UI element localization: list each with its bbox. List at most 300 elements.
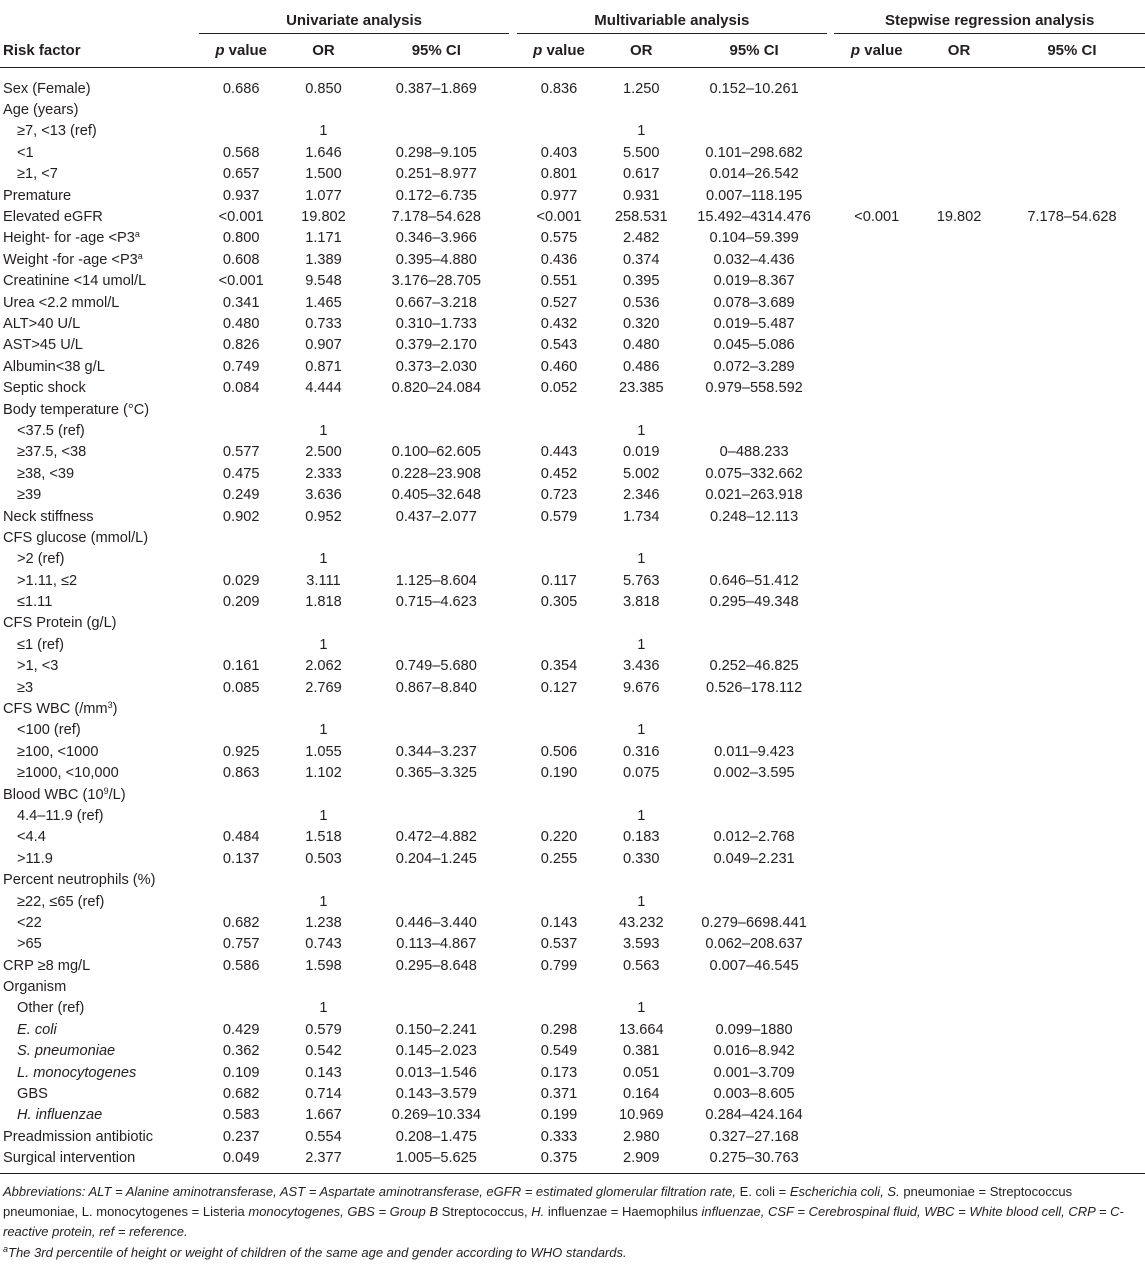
univariate-or-cell: 1.465: [305, 294, 342, 311]
stepwise-p-value-cell: [834, 827, 919, 848]
multivariable-or-cell: 0.480: [623, 337, 660, 354]
multivariable-or-cell: [601, 976, 681, 997]
multivariable-or-cell: 5.763: [623, 572, 660, 589]
multivariable-p-value-cell: [517, 549, 602, 570]
univariate-or-cell: 1: [319, 636, 328, 653]
table-row: [0, 527, 1145, 548]
univariate-p-value-cell: 0.583: [222, 1107, 260, 1124]
risk-factor-label: Elevated eGFR: [3, 209, 103, 226]
multivariable-or-cell: 0.381: [623, 1043, 660, 1060]
univariate-p-value-cell: [199, 527, 284, 548]
risk-factor-label: Urea <2.2 mmol/L: [3, 294, 120, 311]
stepwise-or-cell: [919, 1062, 999, 1083]
group-header-row: [0, 7, 1145, 34]
table-row: [0, 228, 1145, 249]
table-row: [0, 848, 1145, 869]
stepwise-ci-cell: [999, 763, 1145, 784]
footnote-a: $^a$The 3rd percentile of height or weight of children of the same age and gender according to WHO standards.: [3, 1243, 627, 1260]
col-ci: 95% CI: [681, 34, 827, 68]
univariate-or-cell: 3.636: [305, 487, 342, 504]
multivariable-or-cell: 0.395: [623, 273, 660, 290]
multivariable-ci-cell: 0.099–1880: [715, 1021, 793, 1038]
univariate-or-cell: 0.850: [305, 80, 342, 97]
univariate-p-value-cell: <0.001: [218, 273, 264, 290]
univariate-ci-cell: 0.715–4.623: [395, 594, 477, 611]
univariate-ci-cell: [363, 121, 509, 142]
stepwise-p-value-cell: [834, 527, 919, 548]
univariate-p-value-cell: 0.902: [222, 508, 260, 525]
univariate-p-value-cell: 0.084: [222, 380, 260, 397]
multivariable-ci-cell: 0.979–558.592: [705, 380, 803, 397]
risk-factor-label: GBS: [17, 1086, 48, 1103]
multivariable-or-cell: 3.818: [623, 594, 660, 611]
table-row: [0, 506, 1145, 527]
multivariable-p-value-cell: 0.298: [540, 1021, 578, 1038]
multivariable-ci-cell: 0.078–3.689: [713, 294, 795, 311]
stepwise-p-value-cell: [834, 934, 919, 955]
multivariable-or-cell: 0.486: [623, 358, 660, 375]
stepwise-or-cell: [919, 591, 999, 612]
univariate-p-value-cell: [199, 891, 284, 912]
multivariable-p-value-cell: 0.371: [540, 1086, 578, 1103]
univariate-or-cell: 2.333: [305, 465, 342, 482]
multivariable-p-value-cell: [517, 805, 602, 826]
stepwise-or-cell: [919, 335, 999, 356]
univariate-ci-cell: [363, 869, 509, 890]
stepwise-or-cell: [919, 484, 999, 505]
multivariable-or-cell: 1: [637, 123, 646, 140]
table-row: [0, 677, 1145, 698]
univariate-p-value-cell: [199, 420, 284, 441]
stepwise-p-value-cell: [834, 955, 919, 976]
multivariable-ci-cell: [681, 720, 827, 741]
univariate-or-cell: [284, 527, 364, 548]
univariate-or-cell: 1: [319, 551, 328, 568]
multivariable-p-value-cell: 0.052: [540, 380, 578, 397]
multivariable-or-cell: [601, 698, 681, 719]
table-row: [0, 292, 1145, 313]
univariate-ci-cell: [363, 399, 509, 420]
stepwise-ci-cell: [999, 271, 1145, 292]
stepwise-ci-cell: [999, 121, 1145, 142]
multivariable-or-cell: 0.536: [623, 294, 660, 311]
stepwise-or-cell: [919, 827, 999, 848]
multivariable-ci-cell: [681, 998, 827, 1019]
stepwise-ci-cell: [999, 68, 1145, 100]
stepwise-or-cell: [919, 912, 999, 933]
multivariable-or-cell: 13.664: [618, 1021, 664, 1038]
multivariable-ci-cell: 0.101–298.682: [705, 144, 803, 161]
stepwise-p-value-cell: [834, 869, 919, 890]
univariate-or-cell: 1: [319, 893, 328, 910]
multivariable-ci-cell: 0.072–3.289: [713, 358, 795, 375]
multivariable-p-value-cell: [517, 420, 602, 441]
univariate-ci-cell: [363, 613, 509, 634]
multivariable-p-value-cell: 0.255: [540, 850, 578, 867]
stepwise-ci-cell: [999, 805, 1145, 826]
stepwise-or-cell: [919, 741, 999, 762]
univariate-or-cell: 2.062: [305, 658, 342, 675]
univariate-p-value-cell: [199, 549, 284, 570]
multivariable-or-cell: 1: [637, 893, 646, 910]
multivariable-ci-cell: 0.049–2.231: [713, 850, 795, 867]
stepwise-or-cell: [919, 121, 999, 142]
stepwise-or-cell: [919, 763, 999, 784]
univariate-p-value-cell: 0.109: [222, 1064, 260, 1081]
multivariable-ci-cell: [681, 420, 827, 441]
multivariable-p-value-cell: 0.452: [540, 465, 578, 482]
multivariable-p-value-cell: 0.305: [540, 594, 578, 611]
univariate-p-value-cell: [199, 784, 284, 805]
risk-factor-label: Weight -for $-age <P3^a$: [3, 250, 143, 268]
univariate-p-value-cell: [199, 399, 284, 420]
table-row: [0, 1148, 1145, 1174]
univariate-p-value-cell: 0.568: [222, 144, 260, 161]
table-row: [0, 1083, 1145, 1104]
stepwise-ci-cell: [999, 827, 1145, 848]
stepwise-or-cell: [919, 1105, 999, 1126]
multivariable-ci-cell: 0.252–46.825: [709, 658, 799, 675]
risk-factor-label: ≤1 (ref): [17, 636, 64, 653]
univariate-ci-cell: 0.667–3.218: [395, 294, 477, 311]
stepwise-or-cell: [919, 634, 999, 655]
stepwise-p-value-cell: [834, 634, 919, 655]
table-row: [0, 1062, 1145, 1083]
multivariable-p-value-cell: 0.551: [540, 273, 578, 290]
stepwise-or-cell: [919, 68, 999, 100]
multivariable-or-cell: 2.980: [623, 1128, 660, 1145]
univariate-or-cell: 1.667: [305, 1107, 342, 1124]
multivariable-p-value-cell: 0.977: [540, 187, 578, 204]
univariate-ci-cell: [363, 698, 509, 719]
multivariable-p-value-cell: 0.436: [540, 251, 578, 268]
multivariable-or-cell: 0.164: [623, 1086, 660, 1103]
stepwise-or-cell: [919, 698, 999, 719]
stepwise-p-value-cell: [834, 399, 919, 420]
risk-factor-label: AST>45 U/L: [3, 337, 83, 354]
univariate-ci-cell: 7.178–54.628: [391, 209, 481, 226]
univariate-or-cell: 1: [319, 722, 328, 739]
univariate-ci-cell: [363, 634, 509, 655]
stepwise-p-value-cell: [834, 591, 919, 612]
stepwise-ci-cell: [999, 1105, 1145, 1126]
risk-factor-label: ≥38, <39: [17, 465, 75, 482]
table-row: [0, 335, 1145, 356]
univariate-p-value-cell: 0.029: [222, 572, 260, 589]
multivariable-or-cell: 10.969: [618, 1107, 664, 1124]
risk-factor-label: >65: [17, 936, 42, 953]
stepwise-ci-cell: [999, 335, 1145, 356]
multivariable-ci-cell: 0.284–424.164: [705, 1107, 803, 1124]
multivariable-ci-cell: 15.492–4314.476: [697, 209, 811, 226]
risk-factor-label: S. pneumoniae: [17, 1043, 116, 1060]
stepwise-ci-cell: [999, 955, 1145, 976]
multivariable-p-value-cell: 0.403: [540, 144, 578, 161]
univariate-p-value-cell: 0.209: [222, 594, 260, 611]
table-row: [0, 613, 1145, 634]
univariate-ci-cell: 0.172–6.735: [395, 187, 477, 204]
univariate-ci-cell: 0.228–23.908: [391, 465, 481, 482]
univariate-p-value-cell: [199, 869, 284, 890]
risk-factor-label: E. coli: [17, 1021, 57, 1038]
univariate-or-cell: 1.598: [305, 957, 342, 974]
stepwise-p-value-cell: [834, 121, 919, 142]
multivariable-or-cell: 3.436: [623, 658, 660, 675]
stepwise-ci-cell: [999, 677, 1145, 698]
multivariable-p-value-cell: 0.117: [541, 572, 577, 589]
risk-factor-label: Organism: [3, 979, 67, 996]
stepwise-or-cell: [919, 1148, 999, 1174]
univariate-p-value-cell: 0.237: [222, 1128, 260, 1145]
stepwise-p-value-cell: [834, 998, 919, 1019]
risk-factor-label: >1, <3: [17, 658, 59, 675]
table-row: [0, 142, 1145, 163]
table-row: [0, 206, 1145, 227]
stepwise-ci-cell: [999, 656, 1145, 677]
stepwise-or-cell: [919, 527, 999, 548]
stepwise-p-value-cell: [834, 271, 919, 292]
stepwise-p-value-cell: [834, 68, 919, 100]
multivariable-ci-cell: [681, 99, 827, 120]
multivariable-ci-cell: 0.019–8.367: [713, 273, 795, 290]
univariate-ci-cell: 0.298–9.105: [395, 144, 477, 161]
univariate-or-cell: 19.802: [301, 209, 346, 226]
stepwise-or-cell: [919, 420, 999, 441]
multivariable-or-cell: [601, 869, 681, 890]
multivariable-or-cell: [601, 527, 681, 548]
multivariable-p-value-cell: [517, 527, 602, 548]
stepwise-p-value-cell: [834, 1041, 919, 1062]
risk-factor-label: >1.11, ≤2: [17, 572, 78, 589]
multivariable-ci-cell: 0.001–3.709: [713, 1064, 795, 1081]
risk-factor-label: ≥37.5, <38: [17, 444, 87, 461]
stepwise-ci-cell: [999, 634, 1145, 655]
univariate-ci-cell: [363, 420, 509, 441]
stepwise-p-value-cell: [834, 720, 919, 741]
stepwise-or-cell: [919, 891, 999, 912]
multivariable-p-value-cell: 0.836: [540, 80, 578, 97]
univariate-p-value-cell: 0.937: [222, 187, 260, 204]
multivariable-ci-cell: 0.021–263.918: [705, 487, 803, 504]
multivariable-ci-cell: 0.045–5.086: [713, 337, 795, 354]
univariate-or-cell: 0.871: [305, 358, 342, 375]
univariate-ci-cell: 0.387–1.869: [395, 80, 477, 97]
univariate-or-cell: 9.548: [305, 273, 342, 290]
risk-factor-label: Septic shock: [3, 380, 86, 397]
stepwise-p-value-cell: [834, 613, 919, 634]
univariate-p-value-cell: 0.362: [222, 1043, 260, 1060]
multivariable-p-value-cell: [517, 121, 602, 142]
univariate-p-value-cell: 0.800: [222, 230, 260, 247]
table-row: [0, 976, 1145, 997]
stepwise-ci-cell: [999, 99, 1145, 120]
table-row: [0, 1126, 1145, 1147]
univariate-ci-cell: 0.446–3.440: [395, 914, 477, 931]
multivariable-ci-cell: [681, 869, 827, 890]
univariate-or-cell: 1: [319, 807, 328, 824]
risk-factor-label: ≥3: [17, 679, 34, 696]
stepwise-or-cell: [919, 656, 999, 677]
stepwise-ci-cell: [999, 506, 1145, 527]
univariate-p-value-cell: 0.608: [222, 251, 260, 268]
multivariable-ci-cell: 0.275–30.763: [681, 1148, 827, 1174]
multivariable-or-cell: 9.676: [623, 679, 660, 696]
univariate-or-cell: [284, 784, 364, 805]
table-row: [0, 399, 1145, 420]
univariate-p-value-cell: 0.657: [222, 166, 260, 183]
table-row: [0, 463, 1145, 484]
stepwise-or-cell: [919, 677, 999, 698]
univariate-ci-cell: 0.379–2.170: [395, 337, 477, 354]
multivariable-ci-cell: 0.646–51.412: [709, 572, 799, 589]
table-row: [0, 420, 1145, 441]
univariate-ci-cell: 0.472–4.882: [395, 829, 477, 846]
stepwise-p-value-cell: [834, 698, 919, 719]
risk-factor-label: Other (ref): [17, 1000, 85, 1017]
multivariable-or-cell: 0.075: [623, 765, 660, 782]
univariate-or-cell: [284, 869, 364, 890]
univariate-ci-cell: 3.176–28.705: [391, 273, 481, 290]
risk-factor-label: CRP ≥8 mg/L: [3, 957, 91, 974]
univariate-or-cell: 1: [319, 422, 328, 439]
multivariable-p-value-cell: 0.354: [540, 658, 578, 675]
multivariable-or-cell: 5.500: [623, 144, 660, 161]
multivariable-p-value-cell: 0.432: [540, 315, 578, 332]
table-row: [0, 185, 1145, 206]
stepwise-or-cell: [919, 1083, 999, 1104]
univariate-p-value-cell: 0.682: [222, 1086, 260, 1103]
risk-factor-label: >11.9: [17, 850, 53, 867]
multivariable-p-value-cell: 0.143: [540, 914, 578, 931]
stepwise-ci-cell: [999, 784, 1145, 805]
stepwise-p-value-cell: [834, 377, 919, 398]
univariate-p-value-cell: 0.749: [222, 358, 260, 375]
multivariable-p-value-cell: 0.443: [540, 444, 578, 461]
multivariable-ci-cell: 0.002–3.595: [713, 765, 795, 782]
table-row: [0, 891, 1145, 912]
univariate-ci-cell: 0.143–3.579: [395, 1086, 477, 1103]
univariate-or-cell: 1.102: [305, 765, 342, 782]
stepwise-p-value-cell: [834, 356, 919, 377]
stepwise-or-cell: [919, 99, 999, 120]
univariate-or-cell: 1.646: [305, 144, 342, 161]
stepwise-or-cell: [919, 720, 999, 741]
univariate-p-value-cell: 0.586: [222, 957, 260, 974]
col-or: OR: [601, 34, 681, 68]
table-row: [0, 656, 1145, 677]
risk-factor-label: CFS WBC $(/mm^3)$: [3, 700, 118, 718]
univariate-ci-cell: 0.100–62.605: [391, 444, 481, 461]
univariate-ci-cell: 0.251–8.977: [395, 166, 477, 183]
risk-factor-label: 4.4–11.9 (ref): [17, 807, 104, 824]
table-row: [0, 356, 1145, 377]
univariate-p-value-cell: 0.826: [222, 337, 260, 354]
stepwise-ci-cell: [999, 741, 1145, 762]
univariate-or-cell: 0.743: [305, 936, 342, 953]
multivariable-p-value-cell: 0.801: [540, 166, 578, 183]
multivariable-ci-cell: 0.526–178.112: [705, 679, 803, 696]
stepwise-or-cell: [919, 976, 999, 997]
stepwise-p-value-cell: [834, 228, 919, 249]
univariate-ci-cell: 1.005–5.625: [363, 1148, 509, 1174]
stepwise-p-value-cell: [834, 142, 919, 163]
stepwise-ci-cell: [999, 142, 1145, 163]
risk-factor-label: ALT>40 U/L: [3, 315, 81, 332]
multivariable-or-cell: [601, 613, 681, 634]
univariate-p-value-cell: 0.484: [222, 829, 260, 846]
multivariable-or-cell: 0.316: [623, 743, 660, 760]
stepwise-p-value-cell: [834, 484, 919, 505]
stepwise-p-value-cell: [834, 570, 919, 591]
univariate-or-cell: [284, 399, 364, 420]
univariate-or-cell: 0.579: [305, 1021, 342, 1038]
risk-factor-label: <1: [17, 144, 34, 161]
univariate-p-value-cell: 0.480: [222, 315, 260, 332]
stepwise-or-cell: [919, 442, 999, 463]
univariate-p-value-cell: 0.863: [222, 765, 260, 782]
risk-factor-label: Body temperature (°C): [3, 401, 150, 418]
multivariable-ci-cell: 0.007–118.195: [705, 187, 803, 204]
multivariable-or-cell: 0.374: [623, 251, 660, 268]
multivariable-ci-cell: 0.295–49.348: [709, 594, 799, 611]
risk-factor-label: L. monocytogenes: [17, 1064, 137, 1081]
univariate-or-cell: [284, 99, 364, 120]
stepwise-ci-cell: [999, 869, 1145, 890]
multivariable-ci-cell: 0.011–9.423: [714, 743, 795, 760]
multivariable-or-cell: 3.593: [623, 936, 660, 953]
multivariable-p-value-cell: 0.460: [540, 358, 578, 375]
multivariable-ci-cell: [681, 549, 827, 570]
univariate-or-cell: [284, 698, 364, 719]
multivariable-ci-cell: 0–488.233: [719, 444, 789, 461]
univariate-or-cell: 1.500: [305, 166, 342, 183]
univariate-or-cell: 0.733: [305, 315, 342, 332]
multivariable-p-value-cell: 0.549: [540, 1043, 578, 1060]
stepwise-p-value-cell: [834, 442, 919, 463]
risk-factor-label: ≥7, <13 (ref): [17, 123, 97, 140]
multivariable-or-cell: 0.183: [623, 829, 660, 846]
risk-factor-label: <100 (ref): [17, 722, 81, 739]
univariate-ci-cell: 0.365–3.325: [395, 765, 477, 782]
table-row: [0, 121, 1145, 142]
multivariable-or-cell: 5.002: [623, 465, 660, 482]
stepwise-or-cell: [919, 292, 999, 313]
table-row: [0, 1041, 1145, 1062]
stepwise-or-cell: [919, 613, 999, 634]
risk-factor-label: H. influenzae: [17, 1107, 103, 1124]
univariate-or-cell: 1.171: [305, 230, 342, 247]
stepwise-ci-cell: 7.178–54.628: [1027, 209, 1117, 226]
multivariable-p-value-cell: 0.506: [540, 743, 578, 760]
multivariable-ci-cell: 0.075–332.662: [705, 465, 803, 482]
stepwise-ci-cell: [999, 912, 1145, 933]
univariate-p-value-cell: 0.137: [222, 850, 260, 867]
multivariable-ci-cell: 0.248–12.113: [710, 508, 799, 525]
multivariable-ci-cell: [681, 976, 827, 997]
stepwise-p-value-cell: [834, 677, 919, 698]
multivariable-ci-cell: 0.003–8.605: [713, 1086, 795, 1103]
multivariable-p-value-cell: 0.127: [540, 679, 578, 696]
stepwise-ci-cell: [999, 463, 1145, 484]
stepwise-ci-cell: [999, 313, 1145, 334]
multivariable-or-cell: 0.931: [623, 187, 660, 204]
multivariable-ci-cell: 0.016–8.942: [713, 1043, 795, 1060]
univariate-p-value-cell: 0.577: [222, 444, 260, 461]
stepwise-ci-cell: [999, 720, 1145, 741]
univariate-ci-cell: [363, 976, 509, 997]
stepwise-or-cell: [919, 463, 999, 484]
stepwise-p-value-cell: [834, 1062, 919, 1083]
